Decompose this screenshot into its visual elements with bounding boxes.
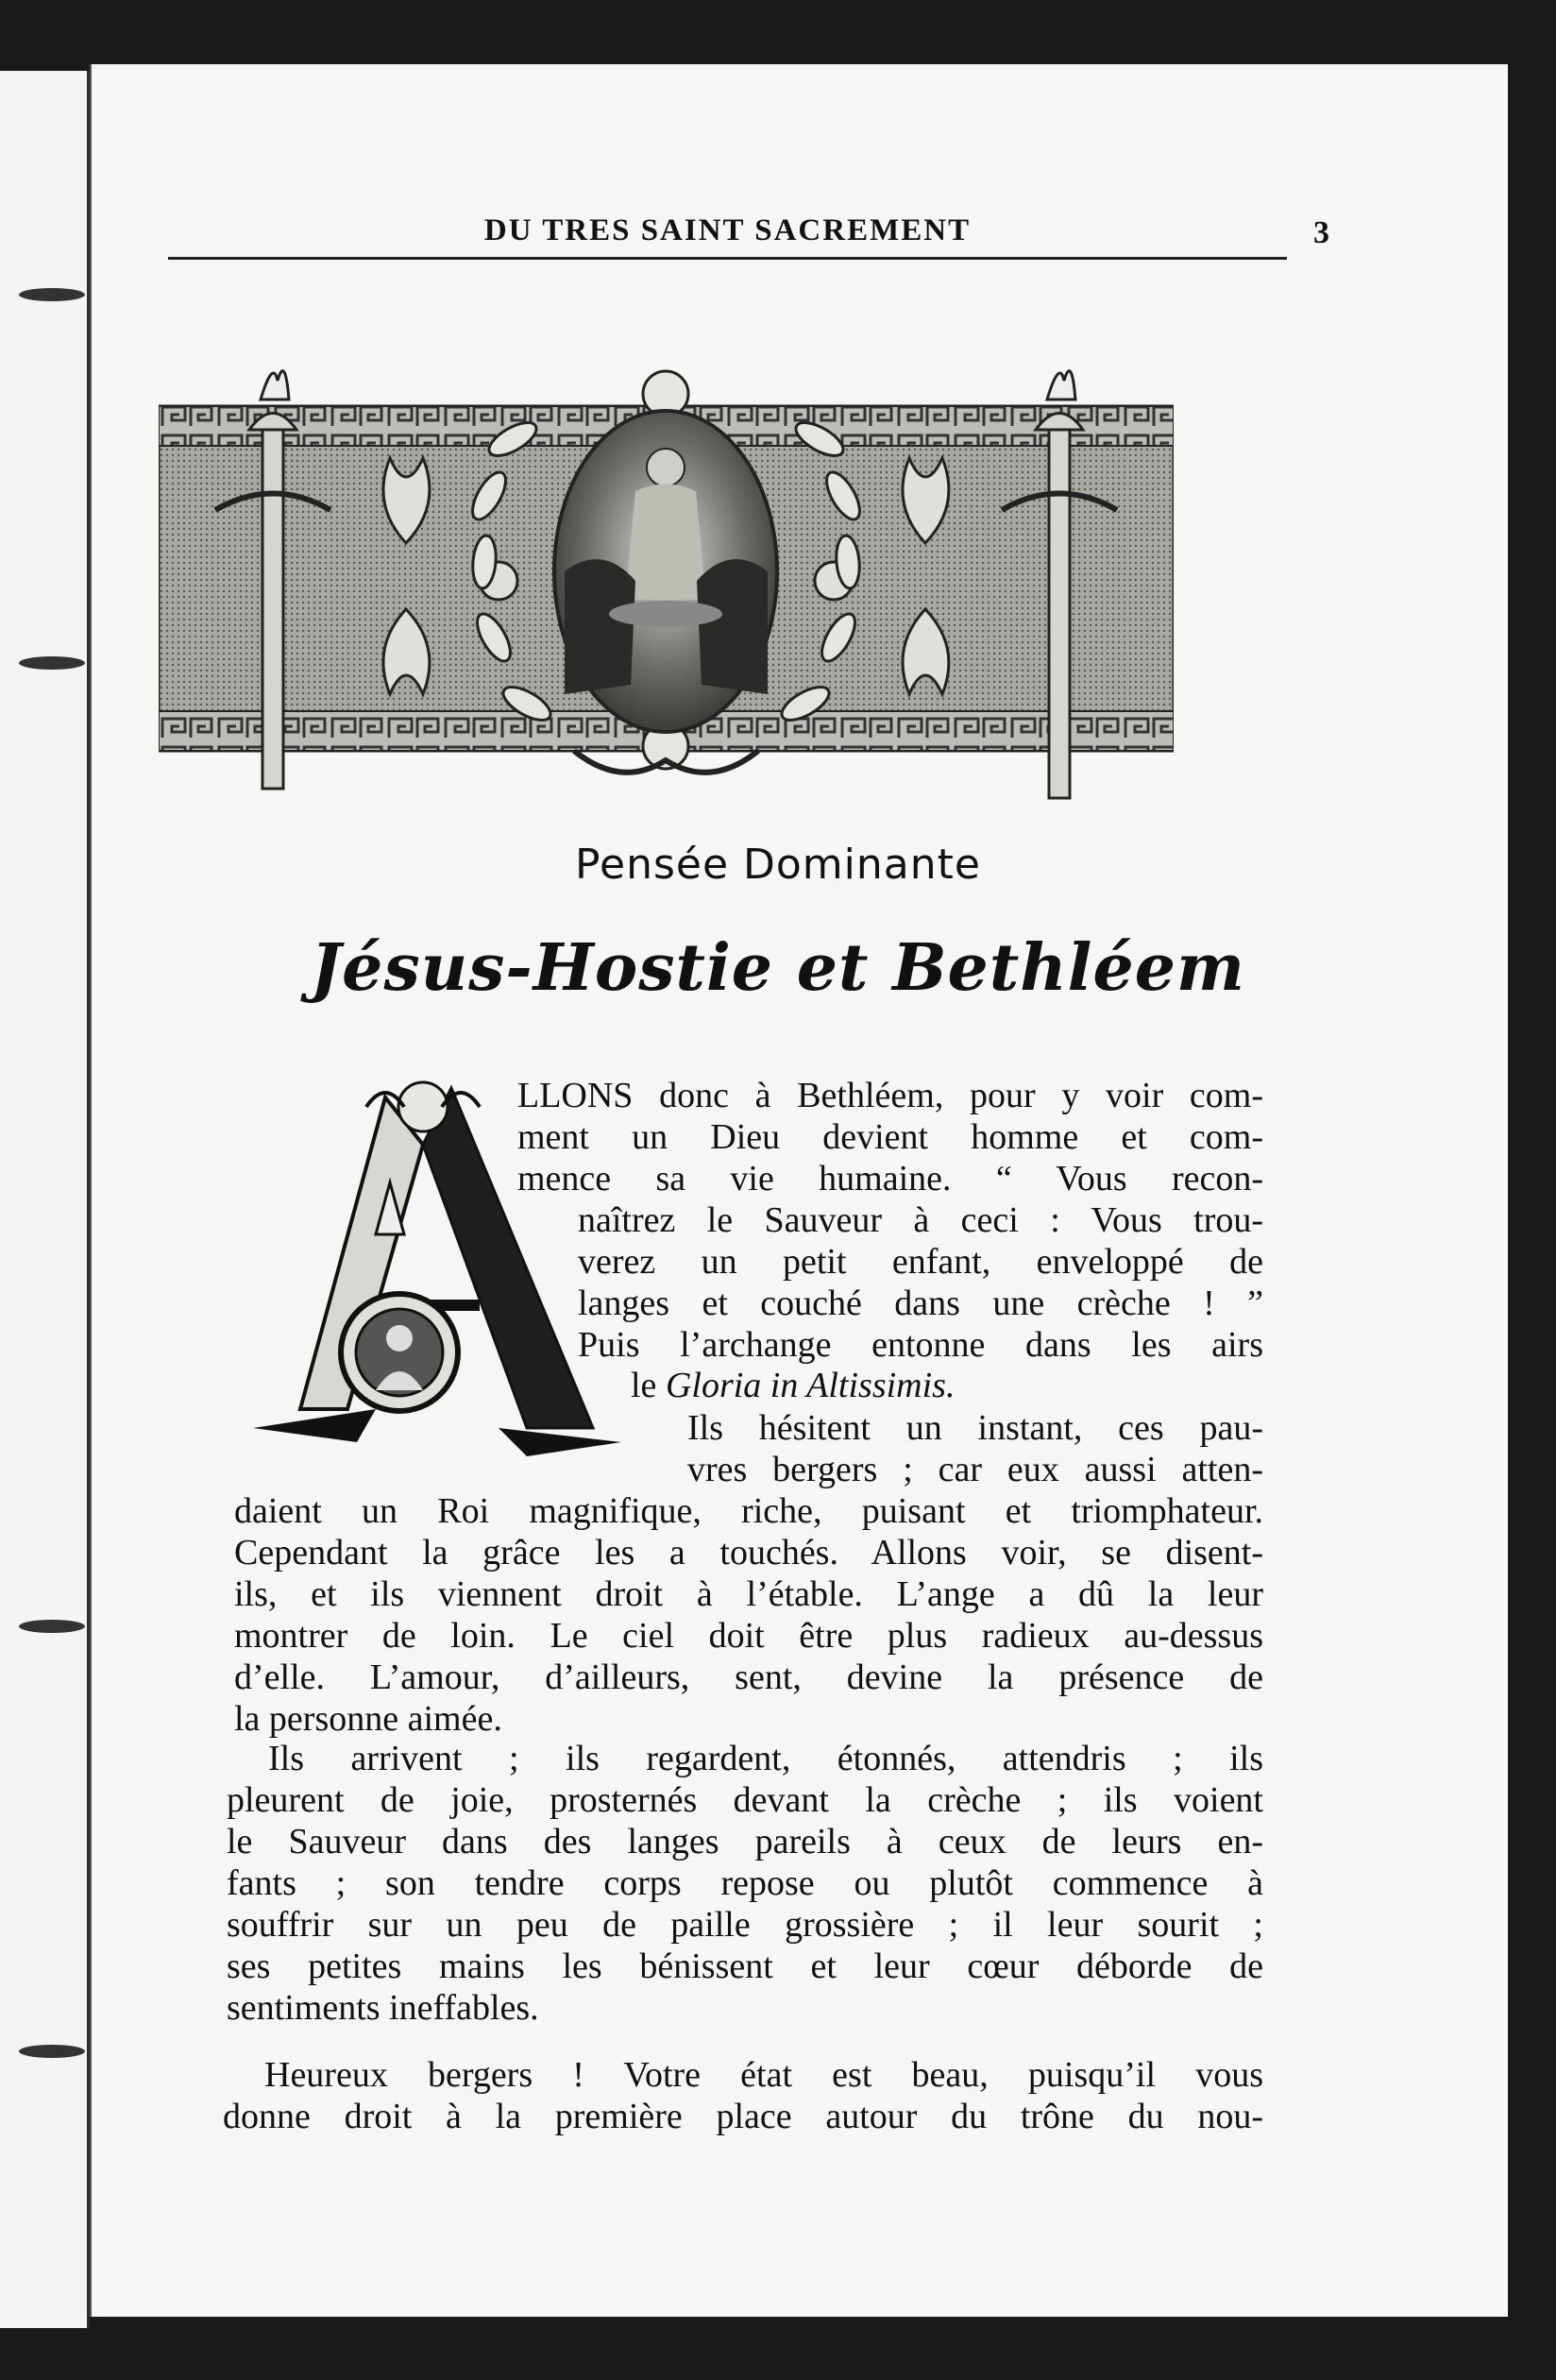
text-line: donne droit à la première place autour du trône du nou-: [223, 2097, 1263, 2136]
text-line: le Sauveur dans des langes pareils à ceux de leurs en-: [227, 1822, 1263, 1862]
text-line: ils, et ils viennent droit à l’étable. L’ange a dû la leur: [234, 1574, 1263, 1614]
running-title: DU TRES SAINT SACREMENT: [483, 213, 972, 247]
text-line: Heureux bergers ! Votre état est beau, puisqu’il vous: [264, 2055, 1263, 2095]
text-line: ses petites mains les bénissent et leur cœur déborde de: [227, 1946, 1263, 1986]
facing-page-edge: [0, 71, 90, 2328]
paragraph-3: [227, 1738, 1263, 2029]
binding-clip: [19, 288, 85, 301]
paragraph-1-lines-4-7: [578, 1199, 1263, 1366]
paragraph-4: [223, 2054, 1263, 2137]
paragraph-1-lines-1-2: [517, 1075, 1263, 1199]
binding-clip: [19, 656, 85, 670]
text-line: Puis l’archange entonne dans les airs: [578, 1325, 1263, 1365]
text-line: la personne aimée.: [234, 1699, 502, 1739]
text-line: langes et couché dans une crèche ! ”: [578, 1284, 1263, 1323]
text-line: d’elle. L’amour, d’ailleurs, sent, devine la présence de: [234, 1658, 1263, 1697]
text-line: verez un petit enfant, enveloppé de: [578, 1242, 1263, 1282]
text-line: ment un Dieu devient homme et com-: [517, 1117, 1263, 1157]
text-line: fants ; son tendre corps repose ou plutôt commence à: [227, 1863, 1263, 1903]
text-line: LLONS donc à Bethléem, pour y voir com-: [517, 1076, 1263, 1115]
paragraph-1-last-line: [631, 1365, 1263, 1406]
text-line: Ils arrivent ; ils regardent, étonnés, attendris ; ils: [268, 1739, 1263, 1778]
text-line: sentiments ineffables.: [227, 1988, 539, 2028]
section-subtitle: Pensée Dominante: [575, 841, 981, 889]
paragraph-2: [234, 1490, 1263, 1740]
ornamental-banner: [159, 288, 1174, 808]
text-line: pleurent de joie, prosternés devant la crèche ; ils voient: [227, 1780, 1263, 1820]
text-line: souffrir sur un peu de paille grossière ; il leur sourit ;: [227, 1905, 1263, 1945]
binding-clip: [19, 1620, 85, 1633]
text-line: Ils hésitent un instant, ces pau-: [687, 1408, 1263, 1448]
running-header: [168, 208, 1329, 260]
text-line: daient un Roi magnifique, riche, puisant et triomphateur.: [234, 1491, 1263, 1531]
text-line: vres bergers ; car eux aussi atten-: [687, 1450, 1263, 1489]
text-line: mence sa vie humaine. “ Vous recon-: [517, 1159, 1263, 1198]
binding-clip: [19, 2045, 85, 2058]
page-number: 3: [1313, 215, 1329, 250]
chapter-title: Jésus-Hostie et Bethléem: [311, 930, 1245, 1006]
text-line: naîtrez le Sauveur à ceci : Vous trou-: [578, 1200, 1263, 1240]
text-line: montrer de loin. Le ciel doit être plus radieux au-dessus: [234, 1616, 1263, 1656]
latin-phrase: Gloria in Altissimis.: [665, 1366, 956, 1405]
text-fragment: le: [631, 1366, 657, 1405]
paragraph-2-opening: [687, 1407, 1263, 1490]
drop-cap-letter: A: [244, 1069, 245, 1070]
text-line: Cependant la grâce les a touchés. Allons voir, se disent-: [234, 1533, 1263, 1572]
